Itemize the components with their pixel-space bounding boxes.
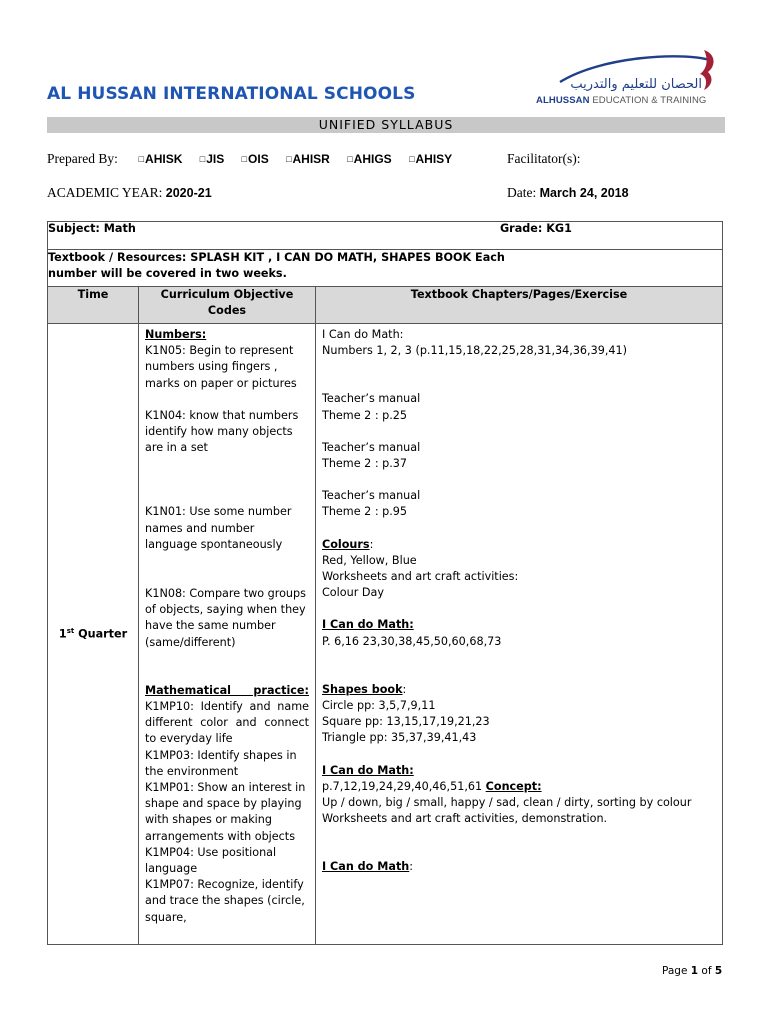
subject-label: Subject: Math bbox=[48, 222, 136, 235]
checkbox-icon: □ bbox=[347, 154, 353, 164]
concept-text: Up / down, big / small, happy / sad, clean / dirty, sorting by colour bbox=[322, 796, 692, 810]
academic-year-row bbox=[47, 185, 212, 201]
objective-k1mp01: K1MP01: Show an interest in shape and space by playing with shapes or making arrangements with objects bbox=[145, 781, 306, 843]
square-pages: Square pp: 13,15,17,19,21,23 bbox=[322, 715, 490, 729]
alhussan-logo bbox=[532, 48, 722, 108]
icandomath-label-1: I Can do Math: bbox=[322, 328, 404, 341]
quarter-row bbox=[48, 324, 723, 945]
subject-row bbox=[48, 222, 723, 250]
academic-year-value: 2020-21 bbox=[165, 186, 212, 200]
logo-emblem-icon bbox=[532, 48, 722, 94]
header-textbook: Textbook Chapters/Pages/Exercise bbox=[316, 287, 723, 324]
logo-brand: ALHUSSAN bbox=[536, 95, 590, 106]
triangle-pages: Triangle pp: 35,37,39,41,43 bbox=[322, 731, 477, 745]
objective-k1n04: K1N04: know that numbers identify how many objects are in a set bbox=[145, 408, 299, 455]
checkbox-icon: □ bbox=[241, 154, 248, 164]
numbers-heading: Numbers: bbox=[145, 328, 207, 341]
header-curriculum: Curriculum Objective Codes bbox=[139, 287, 316, 324]
objective-k1n05: K1N05: Begin to represent numbers using fingers , marks on paper or pictures bbox=[145, 344, 297, 390]
concept-heading: Concept: bbox=[485, 779, 542, 793]
table-header-row bbox=[48, 287, 723, 324]
icandomath-label-4: I Can do Math: bbox=[322, 860, 414, 874]
objective-k1n01: K1N01: Use some number names and number language spontaneously bbox=[145, 505, 292, 551]
textbook-chapters-cell bbox=[316, 324, 723, 945]
theme-page-3: Theme 2 : p.95 bbox=[322, 505, 408, 519]
school-checkbox-ahigs[interactable]: □AHIGS bbox=[347, 152, 392, 166]
objective-k1mp10: K1MP10: Identify and name different color and connect to everyday life bbox=[145, 700, 309, 746]
worksheets-line-2: Worksheets and art craft activities, demonstration. bbox=[322, 812, 608, 826]
teachers-manual-2: Teacher’s manual bbox=[322, 440, 421, 454]
logo-arabic-text: الحصان للتعليم والتدريب bbox=[570, 77, 702, 92]
teachers-manual-3: Teacher’s manual bbox=[322, 489, 421, 503]
school-name: AL HUSSAN INTERNATIONAL SCHOOLS bbox=[47, 84, 416, 104]
icandomath-label-2: I Can do Math: bbox=[322, 618, 414, 632]
page-number: Page 1 of 5 bbox=[662, 965, 723, 977]
objective-k1mp04: K1MP04: Use positional language bbox=[145, 845, 277, 876]
school-checkbox-jis[interactable]: □JIS bbox=[199, 152, 225, 166]
school-checkbox-ahisk[interactable]: □AHISK bbox=[138, 152, 183, 166]
textbook-resources-line2: number will be covered in two weeks. bbox=[48, 267, 287, 280]
colour-day: Colour Day bbox=[322, 586, 384, 600]
textbook-resources-row bbox=[48, 250, 723, 287]
grade-label: Grade: KG1 bbox=[500, 222, 572, 235]
logo-english-text bbox=[536, 95, 706, 106]
prepared-by-label: Prepared By: bbox=[47, 151, 118, 166]
checkbox-icon: □ bbox=[138, 154, 145, 164]
school-checkbox-ahisy[interactable]: □AHISY bbox=[409, 152, 453, 166]
icandomath-label-3: I Can do Math: bbox=[322, 763, 414, 777]
date-value: March 24, 2018 bbox=[539, 186, 629, 200]
date-row bbox=[507, 185, 629, 201]
colours-heading: Colours: bbox=[322, 537, 374, 551]
icandomath-pages-3: p.7,12,19,24,29,40,46,51,61 Concept: bbox=[322, 779, 542, 793]
numbers-pages: Numbers 1, 2, 3 (p.11,15,18,22,25,28,31,34,36,39,41) bbox=[322, 344, 628, 358]
theme-page-2: Theme 2 : p.37 bbox=[322, 457, 408, 471]
textbook-resources-line1: Textbook / Resources: SPLASH KIT , I CAN DO MATH, SHAPES BOOK Each bbox=[48, 251, 505, 264]
school-checkbox-ahisr[interactable]: □AHISR bbox=[286, 152, 330, 166]
objective-k1n08: K1N08: Compare two groups of objects, saying when they have the same number (same/different) bbox=[145, 587, 306, 649]
objective-k1mp07: K1MP07: Recognize, identify and trace the shapes (circle, square, bbox=[145, 878, 305, 924]
quarter-cell: 1st Quarter bbox=[48, 324, 139, 945]
logo-tagline: EDUCATION & TRAINING bbox=[592, 95, 707, 106]
facilitator-label: Facilitator(s): bbox=[507, 151, 581, 166]
shapes-book-heading: Shapes book: bbox=[322, 682, 407, 696]
math-practice-heading: Mathematical practice: bbox=[145, 683, 309, 697]
teachers-manual-1: Teacher’s manual bbox=[322, 392, 421, 406]
circle-pages: Circle pp: 3,5,7,9,11 bbox=[322, 699, 436, 713]
theme-page-1: Theme 2 : p.25 bbox=[322, 408, 408, 422]
unified-syllabus-banner: UNIFIED SYLLABUS bbox=[47, 117, 725, 133]
checkbox-icon: □ bbox=[409, 154, 415, 164]
prepared-by-row bbox=[47, 151, 466, 167]
objective-k1mp03: K1MP03: Identify shapes in the environment bbox=[145, 748, 297, 778]
worksheets-line-1: Worksheets and art craft activities: bbox=[322, 570, 519, 584]
curriculum-objectives-cell bbox=[139, 324, 316, 945]
icandomath-pages-2: P. 6,16 23,30,38,45,50,60,68,73 bbox=[322, 634, 502, 648]
academic-year-label: ACADEMIC YEAR: bbox=[47, 185, 163, 200]
school-checkbox-ois[interactable]: □OIS bbox=[241, 152, 269, 166]
syllabus-table bbox=[47, 221, 723, 945]
header-time: Time bbox=[48, 287, 139, 324]
date-label: Date: bbox=[507, 185, 537, 200]
colours-list: Red, Yellow, Blue bbox=[322, 553, 417, 567]
checkbox-icon: □ bbox=[286, 154, 292, 164]
checkbox-icon: □ bbox=[199, 154, 206, 164]
